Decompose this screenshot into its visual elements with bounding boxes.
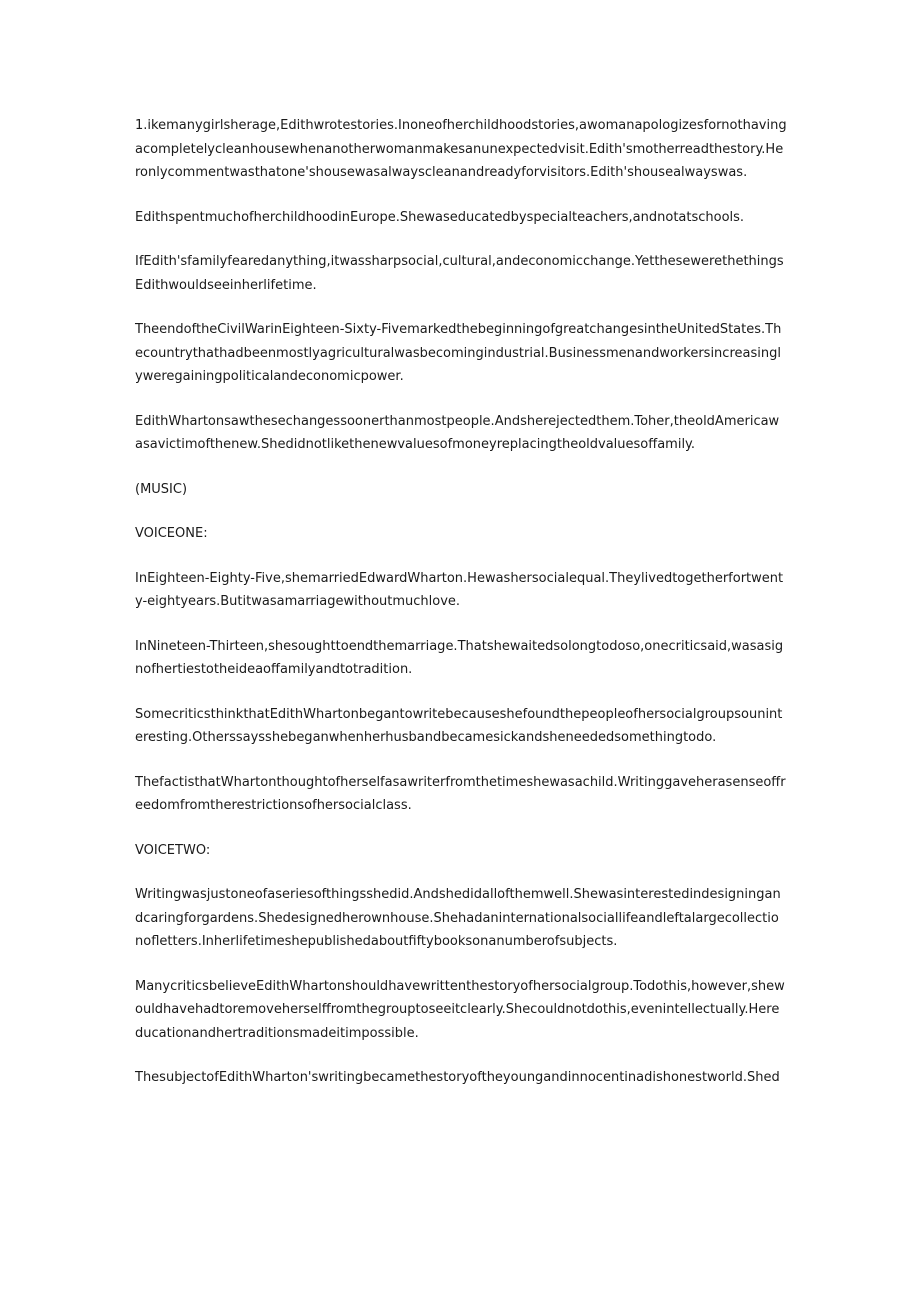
paragraph-4: TheendoftheCivilWarinEighteen-Sixty-FivemarkedthebeginningofgreatchangesintheUnitedStates.Thecountrythathadbeenmostlyagriculturalwasbecomingindustrial.Businessmenandworkersincreasinglyweregainingpoliticalandeconomicpower. (135, 322, 782, 384)
document-body (135, 114, 787, 1090)
speaker-label-voice-one: VOICEONE: (135, 526, 208, 541)
paragraph-3: IfEdith'sfamilyfearedanything,itwassharpsocial,cultural,andeconomicchange.YetthesewerethethingsEdithwouldseeinherlifetime. (135, 254, 784, 293)
paragraph-13: Writingwasjustoneofaseriesofthingsshedid.Andshedidallofthemwell.Shewasinterestedindesigningandcaringforgardens.Shedesignedherownhouse.Shehadaninternationalsociallifeandleftalargecollectionofletters.Inherlifetimeshepublishedaboutfiftybooksonanumberofsubjects. (135, 887, 781, 949)
speaker-label-voice-two: VOICETWO: (135, 842, 211, 858)
paragraph-9: InNineteen-Thirteen,shesoughttoendthemarriage.Thatshewaitedsolongtodoso,onecriticsaid,wasasignofhertiestotheideaoffamilyandtotradition. (135, 638, 784, 677)
paragraph-14: ManycriticsbelieveEdithWhartonshouldhavewrittenthestoryofhersocialgroup.Todothis,however,shewouldhavehadtoremoveherselffromthegrouptoseeitclearly.Shecouldnotdothis,evenintellectually.Hereducationandhertraditionsmadeitimpossible. (135, 978, 785, 1041)
paragraph-8: InEighteen-Eighty-Five,shemarriedEdwardWharton.Hewashersocialequal.Theylivedtogetherfortwenty-eightyears.Butitwasamarriagewithoutmuchlove. (135, 570, 784, 609)
music-cue: (MUSIC) (135, 481, 188, 497)
paragraph-5: EdithWhartonsawthesechangessoonerthanmostpeople.Andsherejectedthem.Toher,theoldAmericawasavictimofthenew.Shedidnotlikethenewvaluesofmoneyreplacingtheoldvaluesoffamily. (135, 413, 780, 452)
paragraph-1: 1.ikemanygirlsherage,Edithwrotestories.Inoneofherchildhoodstories,awomanapologizesfornothavingacompletelycleanhousewhenanotherwomanmakesanunexpectedvisit.Edith'smotherreadthestory.Heronlycommentwasthatone'shousewasalwayscleanandreadyforvisitors.Edith'shousealwayswas. (135, 118, 787, 180)
paragraph-11: ThefactisthatWhartonthoughtofherselfasawriterfromthetimeshewasachild.Writinggaveherasenseoffreedomfromtherestrictionsofhersocialclass. (135, 774, 786, 813)
paragraph-2: EdithspentmuchofherchildhoodinEurope.Shewaseducatedbyspecialteachers,andnotatschools. (135, 209, 745, 225)
paragraph-15: ThesubjectofEdithWharton'swritingbecamethestoryoftheyoungandinnocentinadishonestworld.Shed (135, 1070, 780, 1085)
paragraph-10: SomecriticsthinkthatEdithWhartonbegantowritebecauseshefoundthepeopleofhersocialgroupsouninteresting.Otherssaysshebeganwhenherhusbandbecamesickandsheneededsomethingtodo. (135, 706, 783, 745)
